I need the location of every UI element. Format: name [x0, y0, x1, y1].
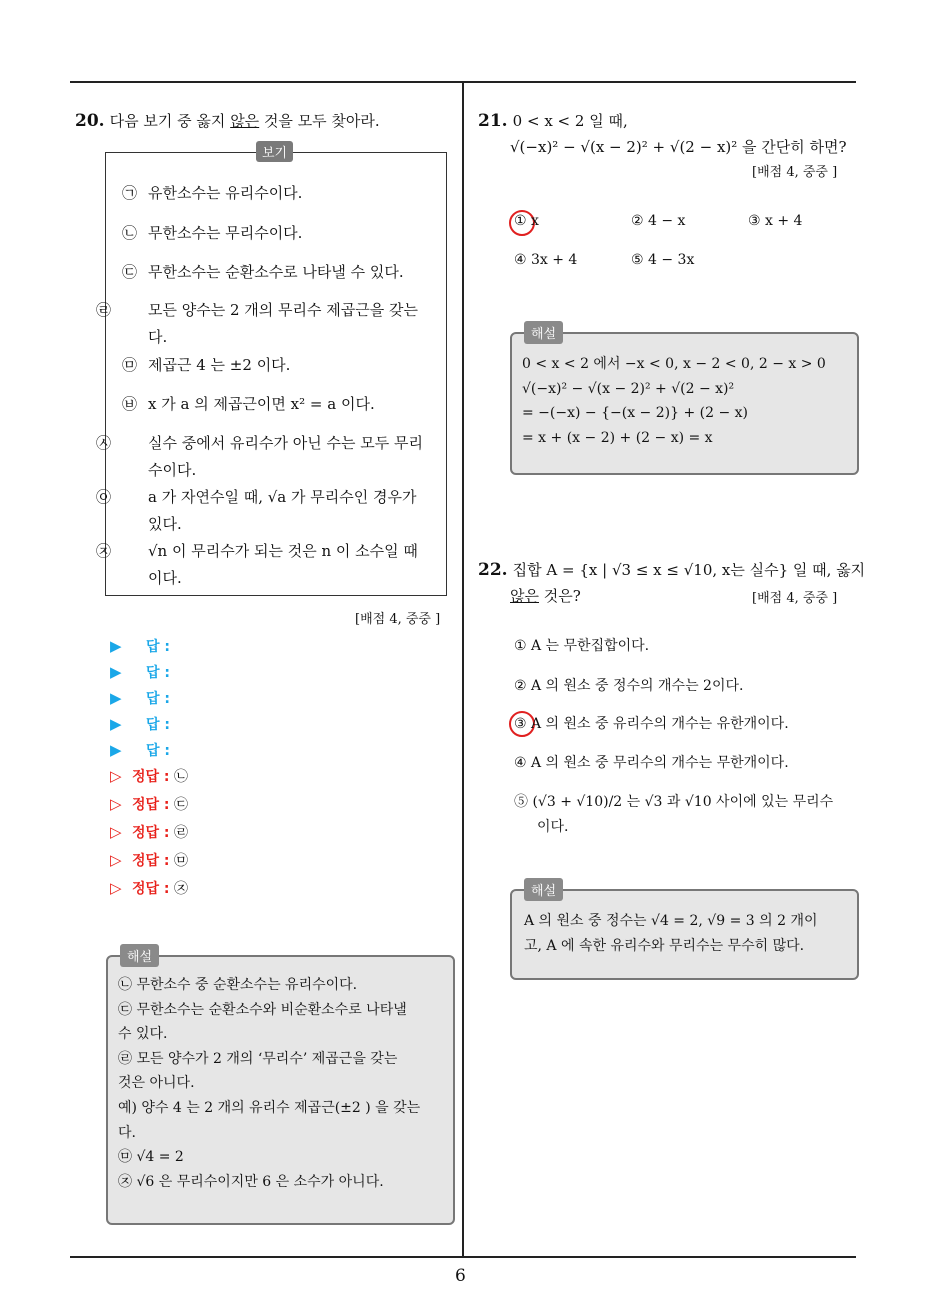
solution-line: 예) 양수 4 는 2 개의 유리수 제곱근(±2 ) 을 갖는: [118, 1099, 421, 1116]
q20-bogi-box: [96, 146, 447, 596]
solution-line: ㉣ 모든 양수가 2 개의 ‘무리수’ 제곱근을 갖는: [118, 1050, 398, 1067]
outline-triangle-icon: ▷: [110, 767, 122, 785]
q22-choice: ⑤ (√3 + √10)/2 는 √3 과 √10 사이에 있는 무리수: [514, 794, 834, 810]
q21-header: [478, 108, 628, 134]
q22-header: [478, 557, 865, 583]
q22-choice: ② A 의 원소 중 정수의 개수는 2이다.: [514, 678, 744, 694]
play-triangle-icon: ▶: [110, 663, 122, 681]
outline-triangle-icon: ▷: [110, 851, 122, 869]
correct-answer-row: ▷ 정답 : ㉨: [110, 879, 188, 897]
q21-line2: √(−x)² − √(x − 2)² + √(2 − x)² 을 간단히 하면?: [510, 138, 847, 156]
q21-line1: 0 < x < 2 일 때,: [512, 112, 628, 130]
outline-triangle-icon: ▷: [110, 823, 122, 841]
q22-line2: 않은 것은?: [510, 587, 581, 605]
q21-score: [배점 4, 중중 ]: [752, 165, 838, 180]
bogi-item: ㉦ 실수 중에서 유리수가 아닌 수는 모두 무리수이다.: [96, 434, 423, 479]
correct-answer-row: ▷ 정답 : ㉤: [110, 851, 188, 869]
bogi-item: ㉢ 무한소수는 순환소수로 나타낼 수 있다.: [122, 263, 404, 281]
bogi-item: ㉠ 유한소수는 유리수이다.: [122, 184, 303, 202]
solution-line: = −(−x) − {−(x − 2)} + (2 − x): [522, 405, 748, 422]
q21-choice: ① x: [514, 213, 539, 229]
play-triangle-icon: ▶: [110, 741, 122, 759]
q20-solution-box: [106, 950, 455, 1225]
solution-line: √(−x)² − √(x − 2)² + √(2 − x)²: [522, 380, 735, 397]
play-triangle-icon: ▶: [110, 637, 122, 655]
correct-answer-row: ▷ 정답 : ㉣: [110, 823, 188, 841]
solution-line: ㉡ 무한소수 중 순환소수는 유리수이다.: [118, 977, 358, 993]
bogi-item: ㉥ x 가 a 의 제곱근이면 x² = a 이다.: [122, 395, 375, 413]
solution-line: ㉨ √6 은 무리수이지만 6 은 소수가 아니다.: [118, 1173, 384, 1190]
solution-line: ㉤ √4 = 2: [118, 1149, 184, 1166]
q22-solution-box: [510, 884, 859, 980]
outline-triangle-icon: ▷: [110, 879, 122, 897]
outline-triangle-icon: ▷: [110, 795, 122, 813]
q20-text-after: 것을 모두 찾아라.: [259, 112, 380, 130]
answer-row: ▶ 답 :: [110, 715, 170, 733]
solution-line: = x + (x − 2) + (2 − x) = x: [522, 429, 713, 446]
solution-line: 수 있다.: [118, 1026, 168, 1043]
q20-solution-tag: 해설: [120, 944, 159, 967]
bogi-item: ㉡ 무한소수는 무리수이다.: [122, 224, 303, 242]
q22-number: 22.: [478, 560, 508, 580]
q20-score: [배점 4, 중중 ]: [355, 612, 441, 627]
correct-answer-row: ▷ 정답 : ㉡: [110, 767, 188, 785]
q22-choice: ④ A 의 원소 중 무리수의 개수는 무한개이다.: [514, 755, 789, 771]
answer-row: ▶ 답 :: [110, 663, 170, 681]
q21-solution-box: [510, 327, 859, 475]
q22-choice: ③ A 의 원소 중 유리수의 개수는 유한개이다.: [514, 716, 789, 732]
solution-line: 다.: [118, 1124, 136, 1141]
q21-choice: ④ 3x + 4: [514, 252, 578, 268]
q22-choice: 이다.: [537, 819, 569, 835]
q20-number: 20.: [75, 111, 105, 131]
page-number: 6: [455, 1266, 466, 1286]
solution-line: 것은 아니다.: [118, 1075, 195, 1092]
q22-line1: 집합 A = {x | √3 ≤ x ≤ √10, x는 실수} 일 때, 옳지: [512, 561, 866, 579]
q21-choice: ⑤ 4 − 3x: [631, 252, 695, 268]
solution-line: ㉢ 무한소수는 순환소수와 비순환소수로 나타낼: [118, 1001, 407, 1018]
solution-line: 0 < x < 2 에서 −x < 0, x − 2 < 0, 2 − x > 0: [522, 356, 826, 372]
q20-header: [75, 108, 380, 134]
q21-solution-tag: 해설: [524, 321, 563, 344]
q20-text-underlined: 않은: [230, 112, 260, 130]
bogi-item: ㉧ a 가 자연수일 때, √a 가 무리수인 경우가 있다.: [96, 488, 417, 533]
bogi-item: ㉨ √n 이 무리수가 되는 것은 n 이 소수일 때이다.: [96, 542, 418, 587]
q21-number: 21.: [478, 111, 508, 131]
correct-answer-row: ▷ 정답 : ㉢: [110, 795, 188, 813]
q21-choice: ③ x + 4: [748, 213, 803, 229]
solution-line: A 의 원소 중 정수는 √4 = 2, √9 = 3 의 2 개이: [524, 913, 818, 929]
play-triangle-icon: ▶: [110, 689, 122, 707]
answer-row: ▶ 답 :: [110, 689, 170, 707]
q20-bogi-title: 보기: [256, 141, 293, 162]
answer-row: ▶ 답 :: [110, 637, 170, 655]
column-divider: [462, 83, 464, 1258]
answer-row: ▶ 답 :: [110, 741, 170, 759]
q22-choice: ① A 는 무한집합이다.: [514, 638, 650, 654]
q20-text-before: 다음 보기 중 옳지: [109, 112, 231, 130]
bogi-item: ㉤ 제곱근 4 는 ±2 이다.: [122, 356, 291, 374]
bogi-item: ㉣ 모든 양수는 2 개의 무리수 제곱근을 갖는 다.: [96, 301, 418, 346]
q21-choice: ② 4 − x: [631, 213, 686, 229]
q22-score: [배점 4, 중중 ]: [752, 591, 838, 606]
bottom-rule: [70, 1256, 856, 1258]
solution-line: 고, A 에 속한 유리수와 무리수는 무수히 많다.: [524, 937, 805, 954]
play-triangle-icon: ▶: [110, 715, 122, 733]
q22-solution-tag: 해설: [524, 878, 563, 901]
